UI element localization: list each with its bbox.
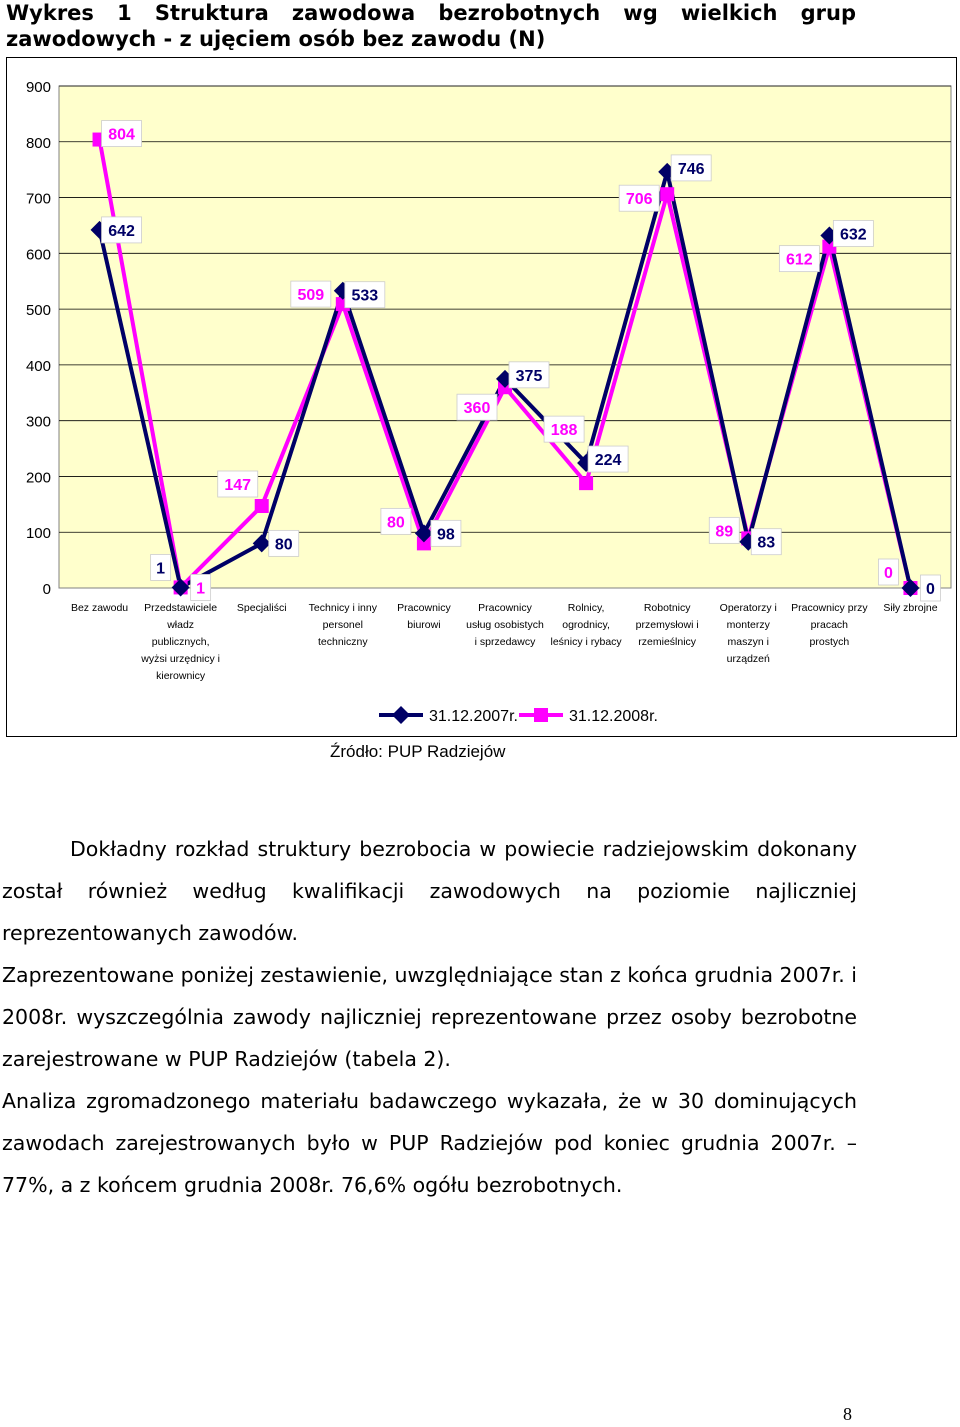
legend-label-1: 31.12.2008r. bbox=[569, 708, 658, 725]
x-tick-label-line: maszyn i bbox=[727, 636, 769, 648]
data-label: 224 bbox=[594, 452, 622, 470]
x-tick-label-line: urządzeń bbox=[726, 653, 770, 665]
x-tick-label-line: techniczny bbox=[318, 636, 368, 648]
legend-marker-1 bbox=[534, 708, 548, 722]
plot-area bbox=[59, 86, 951, 588]
x-tick-label bbox=[397, 602, 451, 631]
data-label: 80 bbox=[387, 514, 405, 532]
data-label: 360 bbox=[463, 400, 491, 418]
data-label: 632 bbox=[840, 226, 867, 244]
x-tick-label-line: i sprzedawcy bbox=[474, 636, 536, 648]
figure-title bbox=[6, 0, 856, 52]
x-tick-label-line: usług osobistych bbox=[466, 619, 544, 631]
x-tick-label bbox=[883, 602, 937, 614]
x-tick-label bbox=[720, 602, 777, 665]
paragraph-2: Zaprezentowane poniżej zestawienie, uwzględniające stan z końca grudnia 2007r. i 2008r. wyszczególnia zawody najliczniej reprezentowane przez osoby bezrobotne zarejestrowane w PUP Radziejów (tabela 2). bbox=[2, 963, 858, 1071]
figure-title-line1: Wykres 1 Struktura zawodowa bezrobotnych wg wielkich grup bbox=[6, 1, 856, 25]
data-label: 147 bbox=[224, 477, 252, 495]
y-tick-label: 400 bbox=[25, 357, 51, 375]
line-chart bbox=[7, 58, 958, 738]
data-label: 612 bbox=[786, 251, 813, 269]
data-label: 98 bbox=[437, 526, 455, 544]
x-tick-label-line: Specjaliści bbox=[236, 602, 287, 614]
x-tick-label-line: personel bbox=[322, 619, 363, 631]
data-label: 188 bbox=[550, 422, 578, 440]
x-tick-label-line: prostych bbox=[809, 636, 850, 648]
data-label: 0 bbox=[884, 565, 893, 582]
x-tick-label bbox=[237, 602, 287, 614]
y-tick-label: 500 bbox=[25, 302, 51, 320]
x-tick-label-line: Pracownicy bbox=[478, 602, 532, 614]
y-tick-label: 600 bbox=[25, 246, 51, 264]
data-label: 804 bbox=[108, 126, 135, 144]
series-point-1 bbox=[660, 187, 674, 201]
x-tick-label bbox=[71, 602, 128, 614]
x-tick-label bbox=[636, 602, 699, 648]
x-tick-label-line: władz bbox=[167, 619, 195, 631]
x-tick-label bbox=[791, 602, 868, 648]
x-tick-label-line: Pracownicy przy bbox=[791, 602, 868, 614]
x-tick-label-line: rzemieślnicy bbox=[638, 636, 697, 648]
page-number: 8 bbox=[843, 1404, 852, 1424]
x-tick-label-line: Technicy i inny bbox=[308, 602, 377, 614]
data-label: 533 bbox=[351, 287, 379, 305]
figure-title-line2: zawodowych - z ujęciem osób bez zawodu (N) bbox=[6, 27, 546, 51]
data-label: 0 bbox=[926, 581, 935, 598]
x-tick-label-line: Pracownicy bbox=[397, 602, 451, 614]
x-tick-label-line: Bez zawodu bbox=[70, 602, 129, 614]
data-label: 509 bbox=[297, 287, 325, 305]
paragraph-3: Analiza zgromadzonego materiału badawczego wykazała, że w 30 dominujących zawodach zarejestrowanych było w PUP Radziejów pod koniec grudnia 2007r. – 77%, a z końcem grudnia 2008r. 76,6% ogółu bezrobotnych. bbox=[2, 1089, 857, 1197]
y-tick-label: 900 bbox=[25, 79, 51, 96]
x-tick-label-line: kierownicy bbox=[156, 670, 206, 682]
x-tick-label-line: pracach bbox=[810, 619, 849, 631]
x-tick-label bbox=[309, 602, 378, 648]
x-tick-label-line: Przedstawiciele bbox=[144, 602, 218, 614]
data-label: 706 bbox=[625, 191, 653, 209]
legend-marker-0 bbox=[392, 706, 410, 724]
data-label: 80 bbox=[274, 536, 293, 554]
data-label: 1 bbox=[196, 580, 206, 598]
x-tick-label-line: Operatorzy i bbox=[719, 602, 777, 614]
x-tick-label-line: Siły zbrojne bbox=[883, 602, 938, 614]
x-tick-label-line: biurowi bbox=[407, 619, 441, 631]
y-tick-label: 0 bbox=[42, 581, 51, 598]
series-point-1 bbox=[579, 476, 593, 490]
body-text bbox=[2, 828, 857, 1206]
data-label: 89 bbox=[715, 523, 734, 541]
paragraph-1: Dokładny rozkład struktury bezrobocia w powiecie radziejowskim dokonany został również według kwalifikacji zawodowych na poziomie najliczniej reprezentowanych zawodów. bbox=[2, 837, 857, 945]
y-tick-label: 800 bbox=[25, 134, 51, 152]
y-tick-label: 300 bbox=[25, 413, 51, 431]
y-tick-label: 100 bbox=[25, 525, 51, 543]
x-tick-label-line: Rolnicy, bbox=[567, 602, 605, 614]
x-tick-label-line: publicznych, bbox=[151, 636, 210, 648]
x-tick-label-line: wyżsi urzędnicy i bbox=[141, 653, 221, 665]
data-label: 375 bbox=[515, 367, 543, 385]
data-label: 642 bbox=[108, 222, 135, 240]
data-label: 83 bbox=[757, 534, 776, 552]
x-tick-label-line: przemysłowi i bbox=[635, 619, 699, 631]
x-tick-label bbox=[550, 602, 622, 648]
data-label: 746 bbox=[677, 160, 705, 178]
x-tick-label-line: ogrodnicy, bbox=[562, 619, 610, 631]
x-tick-label-line: Robotnicy bbox=[643, 602, 691, 614]
x-tick-label bbox=[466, 602, 544, 648]
y-tick-label: 700 bbox=[25, 190, 51, 208]
data-label: 1 bbox=[156, 560, 166, 578]
chart-source: Źródło: PUP Radziejów bbox=[330, 742, 506, 761]
legend-label-0: 31.12.2007r. bbox=[429, 708, 518, 725]
y-tick-label: 200 bbox=[25, 469, 51, 487]
x-tick-label-line: leśnicy i rybacy bbox=[550, 636, 622, 648]
x-tick-label bbox=[140, 602, 220, 682]
x-tick-label-line: monterzy bbox=[726, 619, 770, 631]
chart-frame bbox=[6, 57, 957, 737]
series-point-1 bbox=[255, 499, 269, 513]
